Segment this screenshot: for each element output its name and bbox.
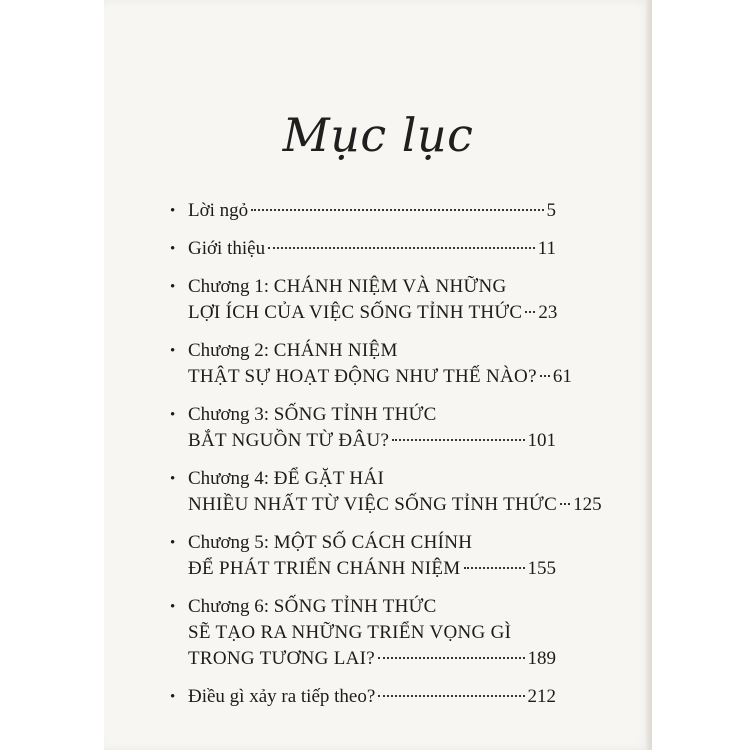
page-number: 61 (552, 366, 572, 387)
dot-leader (560, 503, 570, 505)
chapter-number: Chương 1: (188, 276, 274, 297)
toc-entry[interactable] (170, 402, 556, 454)
toc-entry-line (188, 492, 602, 518)
toc-entry-line (188, 364, 572, 390)
chapter-number: Chương 3: (188, 404, 274, 425)
page-title: Mục lục (282, 108, 474, 162)
toc-entry-label (188, 492, 557, 518)
toc-entry-label (188, 402, 437, 428)
chapter-number: Chương 6: (188, 596, 274, 617)
bullet-icon: • (170, 343, 176, 359)
toc-entry-line (188, 402, 556, 428)
toc-entry-title: Điều gì xảy ra tiếp theo? (188, 686, 376, 707)
toc-entry-line (188, 274, 556, 300)
toc-entry-title: SẼ TẠO RA NHỮNG TRIỂN VỌNG GÌ (188, 622, 512, 643)
toc-entry-line (188, 300, 556, 326)
dot-leader (540, 375, 550, 377)
page-number: 212 (527, 686, 556, 707)
toc-entry-title: SỐNG TỈNH THỨC (273, 404, 437, 425)
bullet-icon: • (170, 535, 176, 551)
chapter-number: Chương 5: (188, 532, 274, 553)
toc-entry-title: CHÁNH NIỆM (273, 340, 398, 361)
toc-entry-title: LỢI ÍCH CỦA VIỆC SỐNG TỈNH THỨC (188, 302, 523, 323)
toc-entry[interactable] (170, 594, 556, 672)
bullet-icon: • (170, 407, 176, 423)
page-number: 101 (527, 430, 556, 451)
toc-entry-label (188, 594, 437, 620)
chapter-number: Chương 4: (188, 468, 274, 489)
table-of-contents (170, 198, 602, 722)
dot-leader (525, 311, 535, 313)
bullet-icon: • (170, 279, 176, 295)
toc-entry-line (188, 428, 556, 454)
toc-entry[interactable] (170, 198, 556, 224)
dot-leader (464, 567, 525, 569)
toc-entry-title: Lời ngỏ (188, 200, 249, 221)
toc-entry-label (188, 198, 248, 224)
toc-entry-line (188, 684, 556, 710)
bullet-icon: • (170, 599, 176, 615)
toc-entry-line (188, 236, 556, 262)
toc-entry-label (188, 556, 461, 582)
toc-entry-line (188, 594, 556, 620)
toc-entry-label (188, 466, 384, 492)
toc-entry[interactable] (170, 530, 556, 582)
toc-entry-label (188, 530, 472, 556)
bullet-icon: • (170, 203, 176, 219)
toc-entry-line (188, 338, 556, 364)
toc-entry-title: CHÁNH NIỆM VÀ NHỮNG (273, 276, 507, 297)
dot-leader (268, 247, 535, 249)
toc-entry-label (188, 684, 375, 710)
dot-leader (378, 695, 524, 697)
toc-entry-label (188, 236, 265, 262)
toc-entry-title: TRONG TƯƠNG LAI? (188, 648, 375, 669)
toc-entry-line (188, 466, 556, 492)
toc-entry-title: ĐỂ GẶT HÁI (273, 468, 385, 489)
page-number: 155 (527, 558, 556, 579)
bullet-icon: • (170, 241, 176, 257)
dot-leader (392, 439, 524, 441)
toc-entry-title: MỘT SỐ CÁCH CHÍNH (273, 532, 473, 553)
toc-entry[interactable] (170, 274, 556, 326)
bullet-icon: • (170, 689, 176, 705)
toc-entry-title: NHIỀU NHẤT TỪ VIỆC SỐNG TỈNH THỨC (188, 494, 558, 515)
toc-entry-label (188, 338, 398, 364)
toc-entry-line (188, 530, 556, 556)
toc-entry-line (188, 556, 556, 582)
dot-leader (378, 657, 525, 659)
toc-entry-title: THẬT SỰ HOẠT ĐỘNG NHƯ THẾ NÀO? (188, 366, 537, 387)
toc-entry-label (188, 620, 511, 646)
toc-entry-label (188, 428, 389, 454)
toc-entry-title: SỐNG TỈNH THỨC (273, 596, 437, 617)
page-number: 189 (527, 648, 556, 669)
dot-leader (251, 209, 543, 211)
page-number: 125 (573, 494, 602, 515)
toc-entry-title: BẮT NGUỒN TỪ ĐÂU? (188, 430, 390, 451)
toc-entry[interactable] (170, 466, 602, 518)
toc-entry-label (188, 646, 375, 672)
chapter-number: Chương 2: (188, 340, 274, 361)
page-number: 11 (537, 238, 556, 259)
toc-entry-line (188, 646, 556, 672)
toc-entry[interactable] (170, 236, 556, 262)
page-number: 5 (546, 200, 556, 221)
toc-entry-line (188, 198, 556, 224)
toc-entry-title: ĐỂ PHÁT TRIỂN CHÁNH NIỆM (188, 558, 461, 579)
toc-entry[interactable] (170, 338, 572, 390)
page-number: 23 (538, 302, 558, 323)
toc-entry[interactable] (170, 684, 556, 710)
bullet-icon: • (170, 471, 176, 487)
toc-entry-title: Giới thiệu (188, 238, 266, 259)
toc-entry-label (188, 364, 537, 390)
toc-entry-label (188, 274, 507, 300)
toc-entry-line (188, 620, 556, 646)
toc-entry-label (188, 300, 522, 326)
